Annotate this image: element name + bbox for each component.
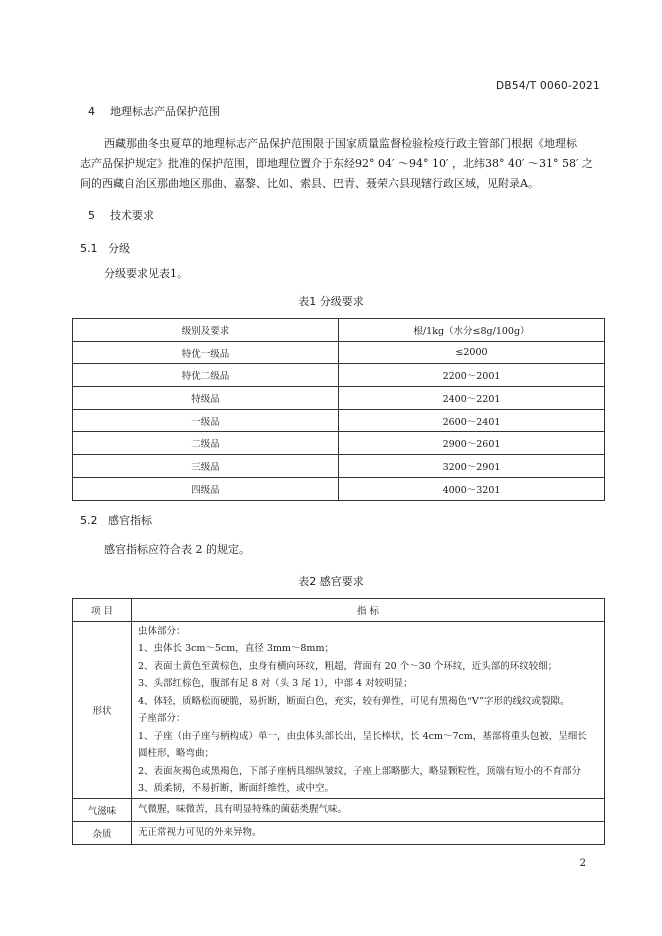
section-4-para-line-2: 志产品保护规定》批准的保护范围，即地理位置介于东经92° 04′ ～94° 10′ ，北纬38° 40′ ～31° 58′ 之 (80, 157, 593, 170)
section-number: 5.2 (80, 514, 98, 527)
indicator-line: 2、表面灰褐色或黑褐色，下部子座柄具细纵皱纹，子座上部略膨大，略显颗粒性，顶端有短小的不育部分 (138, 765, 582, 777)
count-cell: ≤2000 (339, 341, 605, 364)
indicator-line: 圆柱形，略弯曲； (138, 748, 215, 759)
table-row (73, 387, 605, 410)
table-row (73, 432, 605, 455)
document-number: DB54/T 0060-2021 (496, 80, 600, 92)
grade-cell: 二级品 (73, 432, 339, 455)
indicator-line: 气微腥，味微苦，具有明显特殊的菌菇类腥气味。 (138, 804, 348, 816)
count-cell: 2900～2601 (339, 432, 605, 455)
page-number: 2 (579, 858, 586, 869)
section-5-2-heading (80, 512, 152, 528)
section-number: 5 (88, 209, 95, 222)
table-header-row (73, 319, 605, 342)
grading-table (72, 318, 605, 501)
item-cell: 形状 (73, 622, 132, 799)
indicator-cell (132, 622, 605, 799)
section-number: 5.1 (80, 242, 98, 255)
section-5-heading (88, 207, 154, 223)
table-row (73, 477, 605, 500)
section-title: 技术要求 (110, 209, 154, 222)
section-4-para-line-3: 间的西藏自治区那曲地区那曲、嘉黎、比如、索县、巴青、聂荣六县现辖行政区域，见附录A。 (80, 177, 539, 190)
section-5-1-heading (80, 240, 130, 256)
count-cell: 4000～3201 (339, 477, 605, 500)
section-title: 分级 (108, 242, 130, 255)
table-header-row (73, 599, 605, 622)
grade-cell: 一级品 (73, 409, 339, 432)
count-cell: 2400～2201 (339, 387, 605, 410)
table-row (73, 409, 605, 432)
count-cell: 2600～2401 (339, 409, 605, 432)
grade-cell: 三级品 (73, 455, 339, 478)
table-1-caption: 表1 分级要求 (298, 295, 364, 308)
count-cell: 2200～2001 (339, 364, 605, 387)
table-row-taste (73, 799, 605, 822)
table-row (73, 364, 605, 387)
header-cell-item: 项 目 (73, 599, 132, 622)
table-row (73, 455, 605, 478)
indicator-line: 无正常视力可见的外来异物。 (138, 827, 262, 839)
indicator-line: 虫体部分： (138, 625, 186, 637)
grade-cell: 特优一级品 (73, 341, 339, 364)
sensory-table (72, 598, 605, 845)
header-cell-count: 根/1kg（水分≤8g/100g） (339, 319, 605, 342)
indicator-line: 2、表面土黄色至黄棕色，虫身有横向环纹，粗超，背面有 20 个～30 个环纹，近头部的环纹较细； (138, 660, 558, 672)
table-row-shape (73, 622, 605, 799)
count-cell: 3200～2901 (339, 455, 605, 478)
indicator-line: 4、体轻，质略松而硬脆，易折断，断面白色，充实，较有弹性，可见有黑褐色“V”字形的线纹或裂隙。 (138, 695, 570, 707)
item-cell: 气滋味 (73, 799, 132, 822)
table-2-caption: 表2 感官要求 (298, 575, 364, 588)
grade-cell: 四级品 (73, 477, 339, 500)
indicator-line: 1、虫体长 3cm～5cm，直径 3mm～8mm； (138, 643, 334, 654)
section-5-2-para: 感官指标应符合表 2 的规定。 (104, 543, 250, 556)
section-4-para-line-1: 西藏那曲冬虫夏草的地理标志产品保护范围限于国家质量监督检验检疫行政主管部门根据《地理标 (104, 137, 577, 150)
item-cell: 杂质 (73, 822, 132, 845)
table-row (73, 341, 605, 364)
section-5-1-para: 分级要求见表1。 (104, 267, 188, 280)
indicator-cell (132, 799, 605, 822)
section-title: 地理标志产品保护范围 (110, 105, 220, 118)
section-number: 4 (88, 105, 95, 118)
table-row-impurity (73, 822, 605, 845)
grade-cell: 特优二级品 (73, 364, 339, 387)
header-cell-grade: 级别及要求 (73, 319, 339, 342)
indicator-line: 3、质柔韧，不易折断，断面纤维性，或中空。 (138, 783, 335, 794)
header-cell-indicator: 指 标 (132, 599, 605, 622)
indicator-line: 子座部分： (138, 713, 186, 724)
section-title: 感官指标 (108, 514, 152, 527)
indicator-line: 1、子座（由子座与柄构成）单一，由虫体头部长出，呈长棒状，长 4cm～7cm，基部将重头包被，呈细长 (138, 730, 587, 742)
section-4-heading (88, 103, 220, 119)
grade-cell: 特级品 (73, 387, 339, 410)
indicator-line: 3、头部红棕色，腹部有足 8 对（头 3 尾 1），中部 4 对较明显； (138, 678, 413, 689)
indicator-cell (132, 822, 605, 845)
